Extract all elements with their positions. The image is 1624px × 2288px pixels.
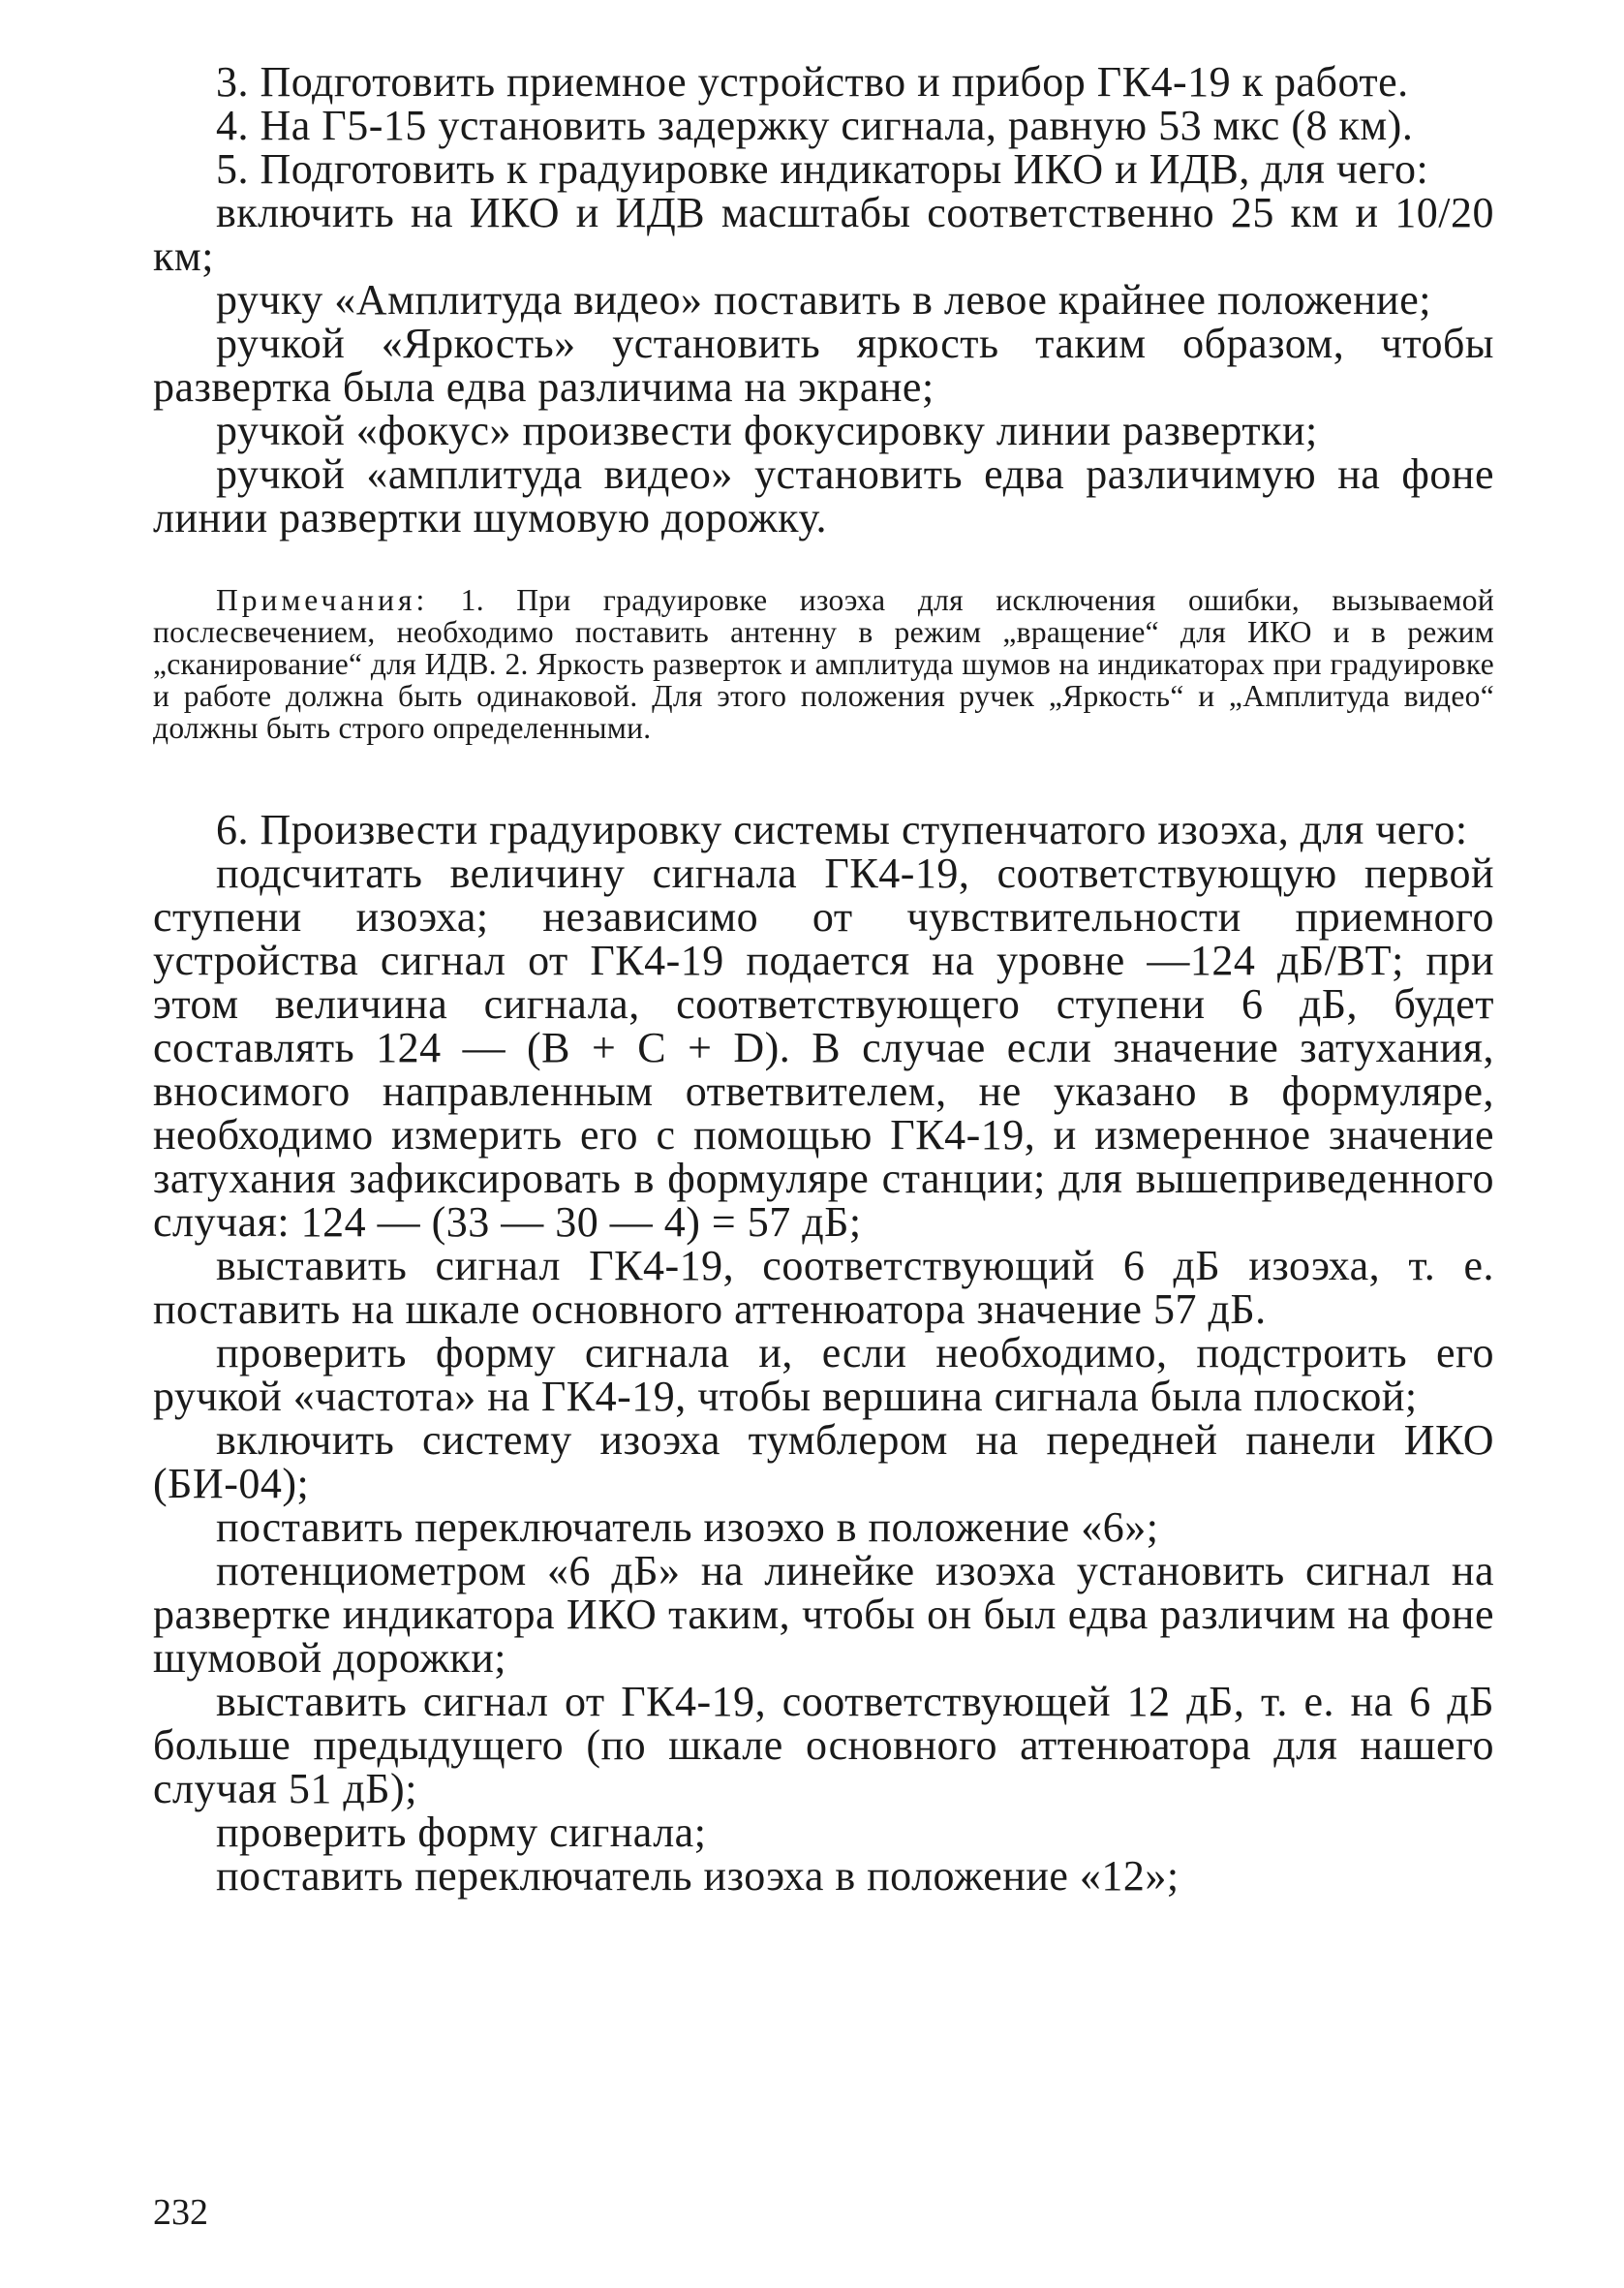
paragraph-step-4: 4. На Г5-15 установить задержку сигнала, равную 53 мкс (8 км). bbox=[216, 102, 1414, 149]
paragraph-brightness: ручкой «Яркость» установить яркость таким образом, чтобы развертка была едва различима на экране; bbox=[153, 320, 1494, 411]
paragraph-calc-signal: подсчитать величину сигнала ГК4-19, соответствующую первой ступени изоэха; независимо от чувствительности приемного устройства сигнал от ГК4-19 подается на уровне —124 дБ/ВТ; при этом величина сигнала, соответствующего ступени 6 дБ, будет составлять 124 — (B + C + D). В случае если значение затухания, вносимого направленным ответвителем, не указано в формуляре, необходимо измерить его с помощью ГК4-19, и измеренное значение затухания зафиксировать в формуляре станции; для вышеприведенного случая: 124 — (33 — 30 — 4) = 57 дБ; bbox=[153, 850, 1494, 1246]
paragraph-step-3: 3. Подготовить приемное устройство и прибор ГК4-19 к работе. bbox=[216, 58, 1409, 106]
paragraph-enable-isoecho: включить систему изоэха тумблером на передней панели ИКО (БИ-04); bbox=[153, 1416, 1494, 1507]
paragraph-amplitude: ручку «Амплитуда видео» поставить в левое крайнее положение; bbox=[216, 276, 1431, 324]
paragraph-focus: ручкой «фокус» произвести фокусировку линии развертки; bbox=[216, 407, 1318, 454]
paragraph-switch-12: поставить переключатель изоэха в положение «12»; bbox=[216, 1852, 1180, 1900]
note-block bbox=[153, 584, 1494, 744]
paragraph-scale: включить на ИКО и ИДВ масштабы соответственно 25 км и 10/20 км; bbox=[153, 189, 1494, 280]
note-text: 1. При градуировке изоэха для исключения ошибки, вызываемой послесвечением, необходимо поставить антенну в режим „вращение“ для ИКО и в режим „сканирование“ для ИДВ. 2. Яркость разверток и амплитуда шумов на индикаторах при градуировке и работе должна быть одинаковой. Для этого положения ручек „Яркость“ и „Амплитуда видео“ должны быть строго определенными. bbox=[153, 583, 1494, 745]
spacer bbox=[153, 540, 1494, 584]
paragraph-step-6: 6. Произвести градуировку системы ступенчатого изоэха, для чего: bbox=[216, 806, 1468, 853]
note-label: Примечания: bbox=[216, 583, 429, 617]
paragraph-potentiometer: потенциометром «6 дБ» на линейке изоэха установить сигнал на развертке индикатора ИКО таким, чтобы он был едва различим на фоне шумовой дорожки; bbox=[153, 1547, 1494, 1682]
paragraph-step-5: 5. Подготовить к градуировке индикаторы ИКО и ИДВ, для чего: bbox=[216, 145, 1429, 193]
paragraph-switch-6: поставить переключатель изоэхо в положение «6»; bbox=[216, 1503, 1159, 1551]
spacer bbox=[153, 744, 1494, 808]
paragraph-set-signal-12db: выставить сигнал от ГК4-19, соответствующей 12 дБ, т. е. на 6 дБ больше предыдущего (по шкале основного аттенюатора для нашего случая 51 дБ); bbox=[153, 1678, 1494, 1812]
paragraph-check-form-2: проверить форму сигнала; bbox=[216, 1809, 707, 1856]
paragraph-noise-track: ручкой «амплитуда видео» установить едва различимую на фоне линии развертки шумовую дорожку. bbox=[153, 450, 1494, 541]
paragraph-check-form: проверить форму сигнала и, если необходимо, подстроить его ручкой «частота» на ГК4-19, чтобы вершина сигнала была плоской; bbox=[153, 1329, 1494, 1420]
page-number: 232 bbox=[153, 2192, 208, 2233]
page-body bbox=[153, 60, 1494, 1898]
paragraph-set-signal-6db: выставить сигнал ГК4-19, соответствующий 6 дБ изоэха, т. е. поставить на шкале основного аттенюатора значение 57 дБ. bbox=[153, 1242, 1494, 1333]
